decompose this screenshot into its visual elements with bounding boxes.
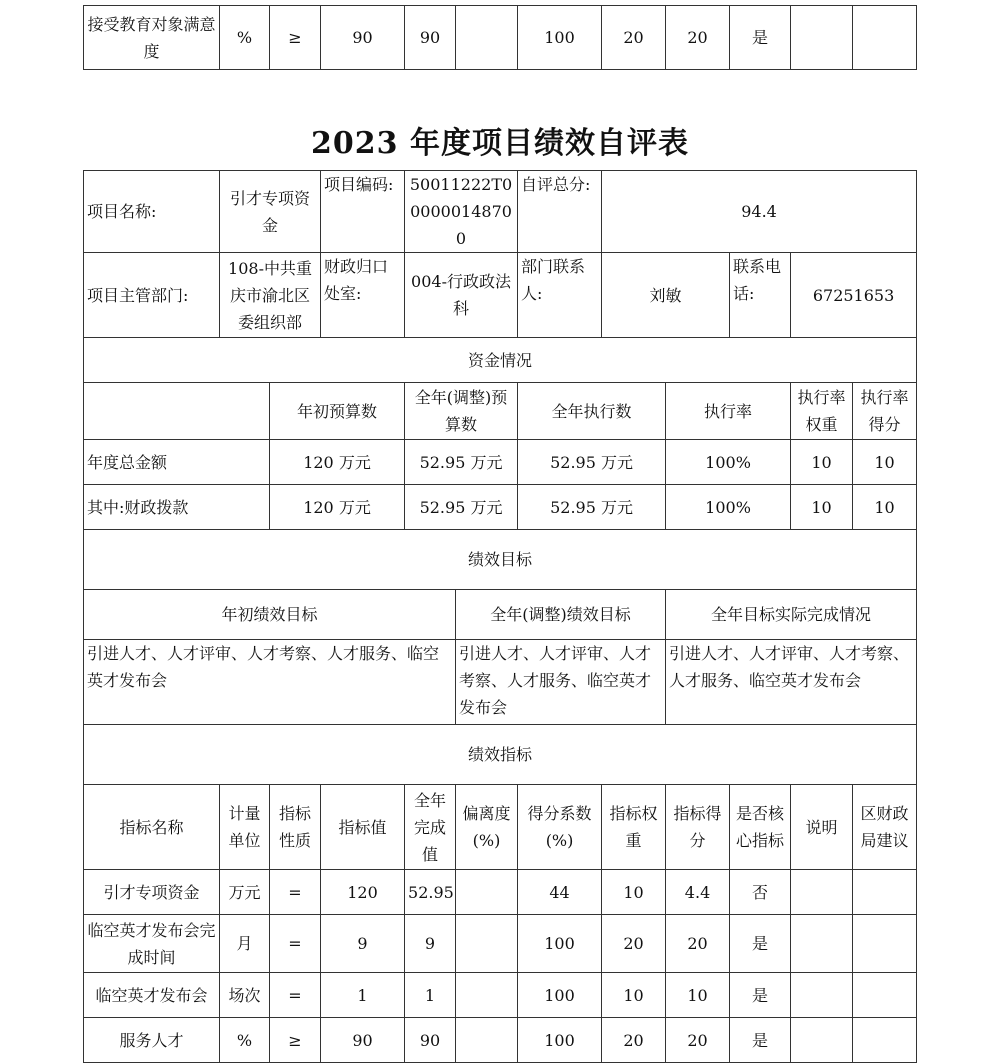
table-row [84, 725, 917, 785]
indicator-cell: 场次 [220, 973, 270, 1018]
contact-label: 部门联系人: [518, 253, 602, 338]
indicator-cell: ≥ [270, 1018, 321, 1063]
table-row [84, 253, 917, 338]
indicator-cell: 1 [405, 973, 456, 1018]
indicator-cell: 是 [730, 915, 791, 973]
indicator-cell [456, 915, 518, 973]
table-row [84, 870, 917, 915]
indicator-cell: 临空英才发布会 [84, 973, 220, 1018]
indicator-cell: 否 [730, 870, 791, 915]
dept: 108-中共重庆市渝北区委组织部 [220, 253, 321, 338]
funds-cell: 120 万元 [270, 440, 405, 485]
indicator-actual: 90 [405, 6, 456, 70]
indicator-cell [791, 870, 853, 915]
indicator-cell: 20 [666, 915, 730, 973]
goals-header-initial: 年初绩效目标 [84, 590, 456, 640]
indicator-coef: 100 [518, 6, 602, 70]
indicator-cell [456, 870, 518, 915]
fin-office: 004-行政政法科 [405, 253, 518, 338]
funds-header-rate: 执行率 [666, 383, 791, 440]
project-name: 引才专项资金 [220, 171, 321, 253]
indicators-header: 是否核心指标 [730, 785, 791, 870]
indicators-header-row [84, 785, 917, 870]
indicator-cell: 20 [602, 915, 666, 973]
indicator-cell: 是 [730, 973, 791, 1018]
indicators-header: 说明 [791, 785, 853, 870]
funds-header-initial: 年初预算数 [270, 383, 405, 440]
funds-cell: 120 万元 [270, 485, 405, 530]
indicator-cell: 10 [666, 973, 730, 1018]
indicators-header: 计量单位 [220, 785, 270, 870]
funds-cell: 100% [666, 485, 791, 530]
funds-cell: 10 [791, 440, 853, 485]
indicator-unit: % [220, 6, 270, 70]
goals-adjusted-text: 引进人才、人才评审、人才考察、人才服务、临空英才发布会 [456, 640, 666, 725]
funds-section-title: 资金情况 [84, 338, 917, 383]
table-row [84, 1018, 917, 1063]
indicator-cell: 90 [405, 1018, 456, 1063]
funds-cell: 52.95 万元 [405, 485, 518, 530]
indicator-nature: ≥ [270, 6, 321, 70]
funds-header-blank [84, 383, 270, 440]
indicators-header: 指标得分 [666, 785, 730, 870]
indicator-cell [791, 1018, 853, 1063]
indicator-cell: 120 [321, 870, 405, 915]
indicators-header: 指标权重 [602, 785, 666, 870]
indicator-cell [853, 1018, 917, 1063]
indicator-cell [791, 973, 853, 1018]
indicator-cell: 100 [518, 973, 602, 1018]
indicator-cell: 44 [518, 870, 602, 915]
funds-header-executed: 全年执行数 [518, 383, 666, 440]
indicator-cell: 100 [518, 915, 602, 973]
self-score-label: 自评总分: [518, 171, 602, 253]
indicators-header: 得分系数(%) [518, 785, 602, 870]
page-title: 2023 年度项目绩效自评表 [311, 126, 689, 161]
indicator-cell: 10 [602, 973, 666, 1018]
project-name-label: 项目名称: [84, 171, 220, 253]
goals-header-adjusted: 全年(调整)绩效目标 [456, 590, 666, 640]
indicator-cell [456, 973, 518, 1018]
table-row [84, 973, 917, 1018]
indicator-cell: 52.95 [405, 870, 456, 915]
funds-header-adjusted: 全年(调整)预算数 [405, 383, 518, 440]
funds-cell: 10 [791, 485, 853, 530]
evaluation-table [83, 170, 917, 1063]
project-code: 50011222T000000148700 [405, 171, 518, 253]
previous-indicator-table [83, 5, 917, 70]
indicator-weight: 20 [602, 6, 666, 70]
phone-label: 联系电话: [730, 253, 791, 338]
indicator-cell [853, 973, 917, 1018]
indicator-cell: 20 [602, 1018, 666, 1063]
indicator-cell [791, 915, 853, 973]
indicator-cell: 1 [321, 973, 405, 1018]
funds-cell: 52.95 万元 [518, 485, 666, 530]
indicator-target: 90 [321, 6, 405, 70]
table-row [84, 590, 917, 640]
indicators-header: 全年完成值 [405, 785, 456, 870]
goals-actual-text: 引进人才、人才评审、人才考察、人才服务、临空英才发布会 [666, 640, 917, 725]
funds-cell: 10 [853, 485, 917, 530]
phone: 67251653 [791, 253, 917, 338]
indicator-cell: 20 [666, 1018, 730, 1063]
goals-header-actual: 全年目标实际完成情况 [666, 590, 917, 640]
indicator-cell: = [270, 870, 321, 915]
table-row [84, 383, 917, 440]
indicators-section-title: 绩效指标 [84, 725, 917, 785]
table-row [84, 338, 917, 383]
indicator-core: 是 [730, 6, 791, 70]
funds-cell: 52.95 万元 [518, 440, 666, 485]
table-row [84, 485, 917, 530]
table-row [84, 6, 917, 70]
indicator-cell: 服务人才 [84, 1018, 220, 1063]
indicator-cell [853, 870, 917, 915]
indicators-header: 区财政局建议 [853, 785, 917, 870]
indicator-cell: 100 [518, 1018, 602, 1063]
table-row [84, 915, 917, 973]
indicator-cell: 10 [602, 870, 666, 915]
table-row [84, 440, 917, 485]
indicator-deviation [456, 6, 518, 70]
indicator-cell: % [220, 1018, 270, 1063]
indicator-note [791, 6, 853, 70]
funds-row-label: 其中:财政拨款 [84, 485, 270, 530]
indicators-header: 指标名称 [84, 785, 220, 870]
indicator-cell [853, 915, 917, 973]
indicator-cell: = [270, 915, 321, 973]
indicator-cell [456, 1018, 518, 1063]
fin-office-label: 财政归口处室: [321, 253, 405, 338]
funds-header-rate-score: 执行率得分 [853, 383, 917, 440]
indicator-cell: 4.4 [666, 870, 730, 915]
table-row [84, 530, 917, 590]
indicator-advice [853, 6, 917, 70]
funds-header-rate-weight: 执行率权重 [791, 383, 853, 440]
indicator-cell: 万元 [220, 870, 270, 915]
goals-initial-text: 引进人才、人才评审、人才考察、人才服务、临空英才发布会 [84, 640, 456, 725]
indicator-cell: 9 [321, 915, 405, 973]
indicator-cell: 引才专项资金 [84, 870, 220, 915]
contact: 刘敏 [602, 253, 730, 338]
goals-section-title: 绩效目标 [84, 530, 917, 590]
funds-row-label: 年度总金额 [84, 440, 270, 485]
self-score: 94.4 [602, 171, 917, 253]
indicator-cell: 是 [730, 1018, 791, 1063]
indicator-cell: 临空英才发布会完成时间 [84, 915, 220, 973]
project-code-label: 项目编码: [321, 171, 405, 253]
dept-label: 项目主管部门: [84, 253, 220, 338]
indicator-name: 接受教育对象满意度 [84, 6, 220, 70]
indicator-score: 20 [666, 6, 730, 70]
table-row [84, 640, 917, 725]
indicators-header: 指标值 [321, 785, 405, 870]
indicator-cell: 90 [321, 1018, 405, 1063]
funds-cell: 10 [853, 440, 917, 485]
indicator-cell: 9 [405, 915, 456, 973]
indicators-header: 指标性质 [270, 785, 321, 870]
indicator-cell: 月 [220, 915, 270, 973]
funds-cell: 100% [666, 440, 791, 485]
table-row [84, 171, 917, 253]
indicators-header: 偏离度(%) [456, 785, 518, 870]
indicator-cell: = [270, 973, 321, 1018]
funds-cell: 52.95 万元 [405, 440, 518, 485]
